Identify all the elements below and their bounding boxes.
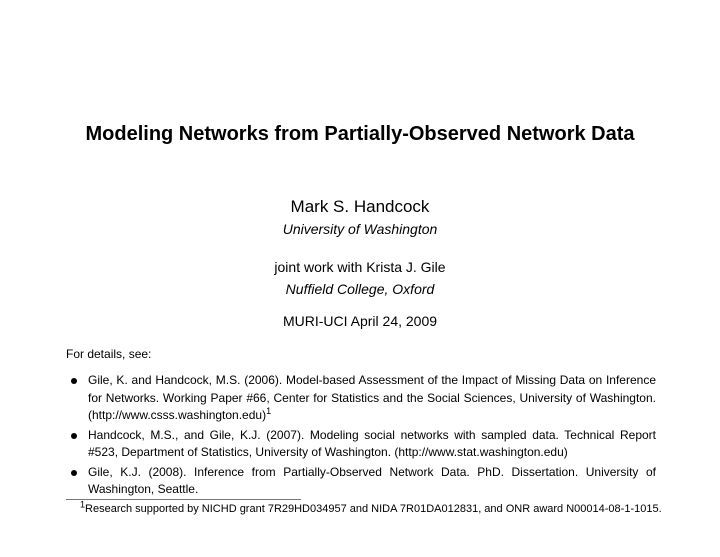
footnote-divider: [66, 499, 301, 500]
footnote-text: Research supported by NICHD grant 7R29HD034957 and NIDA 7R01DA012831, and ONR award N00014-08-1-1015.: [85, 503, 662, 515]
joint-work-line: joint work with Krista J. Gile: [274, 259, 446, 275]
reference-list: [66, 372, 656, 501]
coauthor-affiliation: Nuffield College, Oxford: [285, 281, 435, 297]
reference-item: [66, 372, 656, 425]
footnote-marker: 1: [266, 406, 272, 416]
bullet-icon: [71, 470, 77, 476]
author-affiliation: University of Washington: [282, 221, 438, 237]
details-label: For details, see:: [66, 347, 152, 361]
reference-text: Handcock, M.S., and Gile, K.J. (2007). Modeling social networks with sampled data. Technical Report #523, Department of Statistics, University of Washington. (http://www.stat.washington.edu): [88, 427, 656, 459]
bullet-icon: [71, 433, 77, 439]
event-date: MURI-UCI April 24, 2009: [282, 313, 438, 329]
footnote-number: 1: [80, 499, 86, 510]
reference-text: Gile, K.J. (2008). Inference from Partially-Observed Network Data. PhD. Dissertation. University of Washington, Seattle.: [88, 464, 656, 496]
reference-text: Gile, K. and Handcock, M.S. (2006). Model-based Assessment of the Impact of Missing Data on Inference for Networks. Working Paper #66, Center for Statistics and the Social Sciences, University of Washington. (http://www.csss.washington.edu): [88, 373, 656, 422]
reference-item: [66, 427, 656, 462]
bullet-icon: [71, 378, 77, 384]
reference-item: [66, 464, 656, 499]
footnote: [80, 499, 662, 515]
page-title: Modeling Networks from Partially-Observed Network Data: [85, 123, 635, 145]
author-name: Mark S. Handcock: [290, 197, 430, 216]
